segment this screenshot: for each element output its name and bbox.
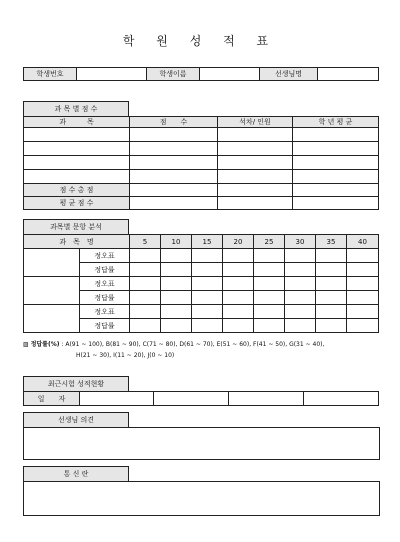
row-label: 정답률 xyxy=(80,291,130,305)
legend xyxy=(23,339,383,361)
teacher-name-field[interactable] xyxy=(318,68,379,81)
scores-header: 과 목 별 점 수 xyxy=(23,101,129,116)
recent-table xyxy=(23,391,379,406)
row-label: 정답률 xyxy=(80,263,130,277)
student-no-label: 학생번호 xyxy=(24,68,77,81)
scores-col-average: 학 년 평 균 xyxy=(293,117,379,128)
legend-line1: : A(91 ~ 100), B(81 ~ 90), C(71 ~ 80), D(61 ~ 70), E(51 ~ 60), F(41 ~ 50), G(31 ~ 40), xyxy=(61,341,325,348)
legend-label: 정답률(%) xyxy=(30,341,60,348)
recent-header: 최근시험 성적현황 xyxy=(23,376,129,391)
comm-header: 통 신 란 xyxy=(23,466,129,481)
analysis-header: 과목별 문항 분석 xyxy=(23,219,129,234)
date-label: 일 자 xyxy=(24,392,80,406)
page-title: 학 원 성 적 표 xyxy=(122,34,278,48)
note-icon: ▨ xyxy=(23,341,29,348)
analysis-col-15: 15 xyxy=(192,235,223,249)
table-row xyxy=(24,249,379,263)
analysis-col-35: 35 xyxy=(316,235,347,249)
table-row xyxy=(24,305,379,319)
row-label: 정답률 xyxy=(80,319,130,333)
total-row xyxy=(24,184,379,197)
analysis-header-row xyxy=(24,235,379,249)
analysis-col-10: 10 xyxy=(161,235,192,249)
analysis-col-30: 30 xyxy=(285,235,316,249)
opinion-box[interactable] xyxy=(23,427,380,460)
analysis-col-5: 5 xyxy=(130,235,161,249)
student-name-label: 학생이름 xyxy=(147,68,200,81)
analysis-col-40: 40 xyxy=(347,235,379,249)
table-row xyxy=(24,170,379,184)
analysis-col-20: 20 xyxy=(223,235,254,249)
student-no-field[interactable] xyxy=(77,68,147,81)
subject-name-cell[interactable] xyxy=(24,277,80,305)
average-row xyxy=(24,197,379,210)
analysis-col-25: 25 xyxy=(254,235,285,249)
student-info-table xyxy=(23,67,379,81)
analysis-table xyxy=(23,234,379,333)
table-row xyxy=(24,392,379,406)
opinion-header: 선생님 의견 xyxy=(23,412,129,427)
comm-box[interactable] xyxy=(23,481,380,516)
scores-table xyxy=(23,116,379,210)
scores-col-rank: 석차/ 인원 xyxy=(218,117,293,128)
subject-name-cell[interactable] xyxy=(24,305,80,333)
legend-line2: H(21 ~ 30), I(11 ~ 20), J(0 ~ 10) xyxy=(76,352,175,359)
row-label: 정오표 xyxy=(80,305,130,319)
subject-name-cell[interactable] xyxy=(24,249,80,277)
student-name-field[interactable] xyxy=(200,68,260,81)
scores-row-total: 점 수 총 점 xyxy=(24,184,130,197)
table-row xyxy=(24,277,379,291)
table-row xyxy=(24,156,379,170)
row-label: 정오표 xyxy=(80,277,130,291)
scores-row-average: 평 균 점 수 xyxy=(24,197,130,210)
row-label: 정오표 xyxy=(80,249,130,263)
teacher-name-label: 선생님명 xyxy=(260,68,318,81)
analysis-col-subject: 과 목 명 xyxy=(24,235,130,249)
scores-col-score: 점 수 xyxy=(130,117,218,128)
table-row xyxy=(24,142,379,156)
table-row xyxy=(24,128,379,142)
scores-col-subject: 과 목 xyxy=(24,117,130,128)
